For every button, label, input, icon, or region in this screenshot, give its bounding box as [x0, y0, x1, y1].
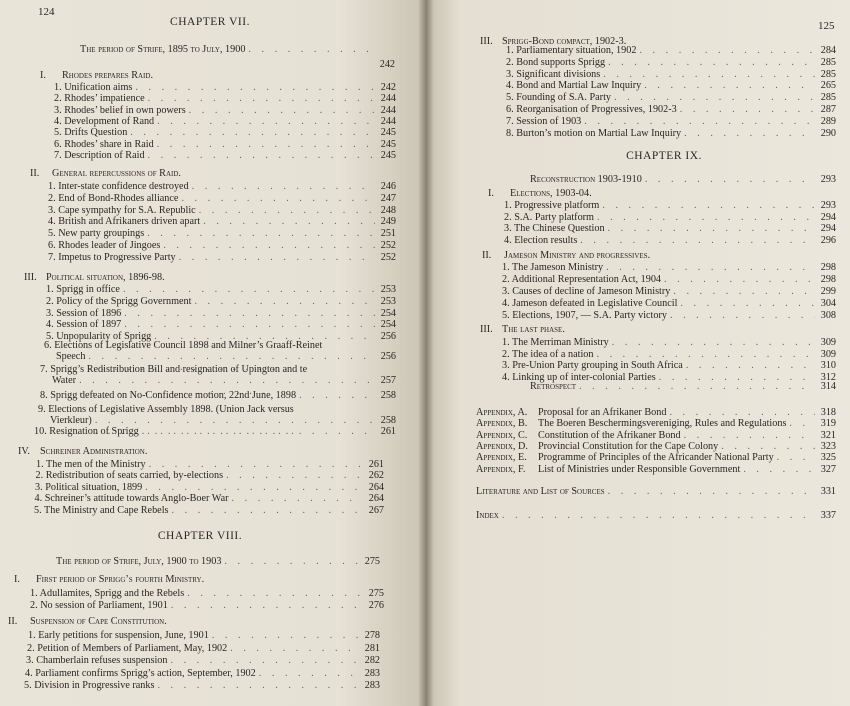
toc-entry: 2. Rhodes’ impatience . . . 244 [54, 93, 396, 104]
toc-entry: Appendix, C. Constitution of the Afrikaner Bond . . . 321 [476, 430, 836, 441]
section-heading: I. First period of Sprigg’s fourth Ministry. [14, 574, 205, 585]
book-gutter [418, 0, 434, 706]
toc-entry: 2. Additional Representation Act, 1904 . . . 298 [502, 274, 836, 285]
toc-entry: 7. Sprigg’s Redistribution Bill and resignation of Upington and te Water . . . 257 [40, 364, 396, 397]
section-heading: I. Rhodes prepares Raid. [40, 70, 153, 81]
toc-entry: Appendix, F. List of Ministries under Responsible Government . . . 327 [476, 464, 836, 475]
toc-entry: 7. Impetus to Progressive Party . . . 252 [48, 252, 396, 263]
section-heading: III. Political situation, 1896-98. [24, 272, 165, 283]
toc-entry: 2. Policy of the Sprigg Government . . . 253 [46, 296, 396, 307]
toc-entry: 2. Petition of Members of Parliament, May, 1902 . . . 281 [27, 643, 380, 654]
chapter-title: CHAPTER VII. [170, 16, 250, 28]
chapter-title: CHAPTER VIII. [157, 530, 243, 542]
chapter-subtitle: The period of Strife, July, 1900 to 1903 . . . 275 [56, 556, 380, 567]
toc-entry: 4. Linking up of inter-colonial Parties . . . 312 [502, 372, 836, 383]
page-number: 125 [818, 20, 835, 32]
toc-entry: 5. The Ministry and Cape Rebels . . . 267 [34, 505, 384, 516]
page-number: 124 [38, 6, 55, 18]
toc-entry: 4. Parliament confirms Sprigg’s action, September, 1902 . . . 283 [25, 668, 380, 679]
toc-entry: 8. Sprigg defeated on No-Confidence motion, 22nd June, 1898 . . . 258 [40, 390, 396, 401]
toc-entry: 1. Sprigg in office . . . 253 [46, 284, 396, 295]
toc-entry: Appendix, E. Programme of Principles of the Africander National Party . . . 325 [476, 452, 836, 463]
section-heading: II. Jameson Ministry and progressives. [482, 250, 651, 261]
toc-entry: 5. Division in Progressive ranks . . . 283 [24, 680, 380, 691]
section-heading: II. General repercussions of Raid. [30, 168, 181, 179]
toc-entry: 1. Inter-state confidence destroyed . . . 246 [48, 181, 396, 192]
toc-entry: 5. Drifts Question . . . 245 [54, 127, 396, 138]
toc-entry: 1. The Jameson Ministry . . . 298 [502, 262, 836, 273]
toc-entry: 10. Resignation of Sprigg . . . 261 [34, 426, 396, 437]
toc-entry: Appendix, B. The Boeren Beschermingsvereniging, Rules and Regulations . . . 319 [476, 418, 836, 429]
toc-entry: 3. Cape sympathy for S.A. Republic . . . 248 [48, 205, 396, 216]
toc-entry: 5. Founding of S.A. Party . . . 285 [506, 92, 836, 103]
toc-entry: 4. Schreiner’s attitude towards Anglo-Boer War . . . 264 [35, 493, 385, 504]
section-heading: I. Elections, 1903-04. [488, 188, 592, 199]
toc-entry: Appendix, A. Proposal for an Afrikaner Bond . . . 318 [476, 407, 836, 418]
toc-entry: 6. Rhodes’ share in Raid . . . 245 [54, 139, 396, 150]
toc-entry: 3. The Chinese Question . . . 294 [504, 223, 836, 234]
toc-entry: 7. Description of Raid . . . 245 [54, 150, 396, 161]
toc-entry: 4. Development of Rand . . . 244 [54, 116, 396, 127]
toc-entry: 3. Significant divisions . . . 285 [506, 69, 836, 80]
toc-entry: 2. Redistribution of seats carried, by-elections . . . 262 [36, 470, 385, 481]
index-entry: Index . . . 337 [476, 510, 836, 521]
toc-entry: 4. Bond and Martial Law Inquiry . . . 265 [506, 80, 836, 91]
toc-entry: 3. Chamberlain refuses suspension . . . 282 [26, 655, 380, 666]
toc-entry: 6. Rhodes leader of Jingoes . . . 252 [48, 240, 396, 251]
toc-entry: 1. Adullamites, Sprigg and the Rebels . . . 275 [30, 588, 384, 599]
toc-entry: 5. Elections, 1907, — S.A. Party victory . . . 308 [502, 310, 836, 321]
toc-entry: 2. No session of Parliament, 1901 . . . 276 [30, 600, 384, 611]
toc-entry: 3. Pre-Union Party grouping in South Africa . . . 310 [502, 360, 836, 371]
toc-entry: 1. Early petitions for suspension, June, 1901 . . . 278 [28, 630, 380, 641]
toc-entry: 4. British and Afrikaners driven apart . . . 249 [48, 216, 396, 227]
literature-entry: Literature and List of Sources . . . 331 [476, 486, 836, 497]
toc-entry: 6. Reorganisation of Progressives, 1902-3 . . . 287 [506, 104, 836, 115]
toc-entry: 5. Unpopularity of Sprigg . . . 256 [46, 331, 396, 342]
toc-entry: 3. Causes of decline of Jameson Ministry . . . 299 [502, 286, 836, 297]
toc-entry: 9. Elections of Legislative Assembly 1898. (Union Jack versus Vierkleur) . . . 258 [38, 404, 396, 437]
toc-entry: 2. Bond supports Sprigg . . . 285 [506, 57, 836, 68]
toc-entry: 1. Parliamentary situation, 1902 . . . 284 [506, 45, 836, 56]
toc-entry: 2. S.A. Party platform . . . 294 [504, 212, 836, 223]
toc-entry: 1. Unification aims . . . 242 [54, 82, 396, 93]
section-heading: III. Sprigg-Bond compact, 1902-3. [480, 36, 627, 47]
chapter-subtitle: Reconstruction 1903-1910 . . . 293 [530, 174, 836, 185]
section-heading: III. The last phase. [480, 324, 565, 335]
toc-entry: 4. Jameson defeated in Legislative Council . . . 304 [502, 298, 836, 309]
toc-entry: 3. Session of 1896 . . . 254 [46, 308, 396, 319]
section-heading: IV. Schreiner Administration. [18, 446, 148, 457]
toc-entry: 1. The men of the Ministry . . . 261 [36, 459, 384, 470]
toc-entry: 5. New party groupings . . . 251 [48, 228, 396, 239]
right-page [426, 0, 850, 706]
toc-entry: 3. Rhodes’ belief in own powers . . . 244 [54, 105, 396, 116]
chapter-title: CHAPTER IX. [626, 150, 702, 162]
toc-entry: 4. Election results . . . 296 [504, 235, 836, 246]
toc-entry: 8. Burton’s motion on Martial Law Inquiry . . . 290 [506, 128, 836, 139]
toc-entry: 1. The Merriman Ministry . . . 309 [502, 337, 836, 348]
retrospect-entry: Retrospect . . . 314 [530, 381, 836, 392]
section-heading: II. Suspension of Cape Constitution. [8, 616, 167, 627]
toc-entry: 3. Political situation, 1899 . . . 264 [35, 482, 384, 493]
toc-entry: 1. Progressive platform . . . 293 [504, 200, 836, 211]
toc-entry: 2. The idea of a nation . . . 309 [502, 349, 836, 360]
toc-entry: 2. End of Bond-Rhodes alliance . . . 247 [48, 193, 396, 204]
toc-entry: 4. Session of 1897 . . . 254 [46, 319, 396, 330]
toc-entry: 7. Session of 1903 . . . 289 [506, 116, 836, 127]
toc-entry: 6. Elections of Legislative Council 1898 and Milner’s Graaff-Reinet Speech . . . 256 [44, 340, 396, 373]
chapter-subtitle: The period of Strife, 1895 to July, 1900 . . . 242 [80, 44, 395, 55]
toc-entry: Appendix, D. Provincial Constitution for the Cape Colony . . . 323 [476, 441, 836, 452]
